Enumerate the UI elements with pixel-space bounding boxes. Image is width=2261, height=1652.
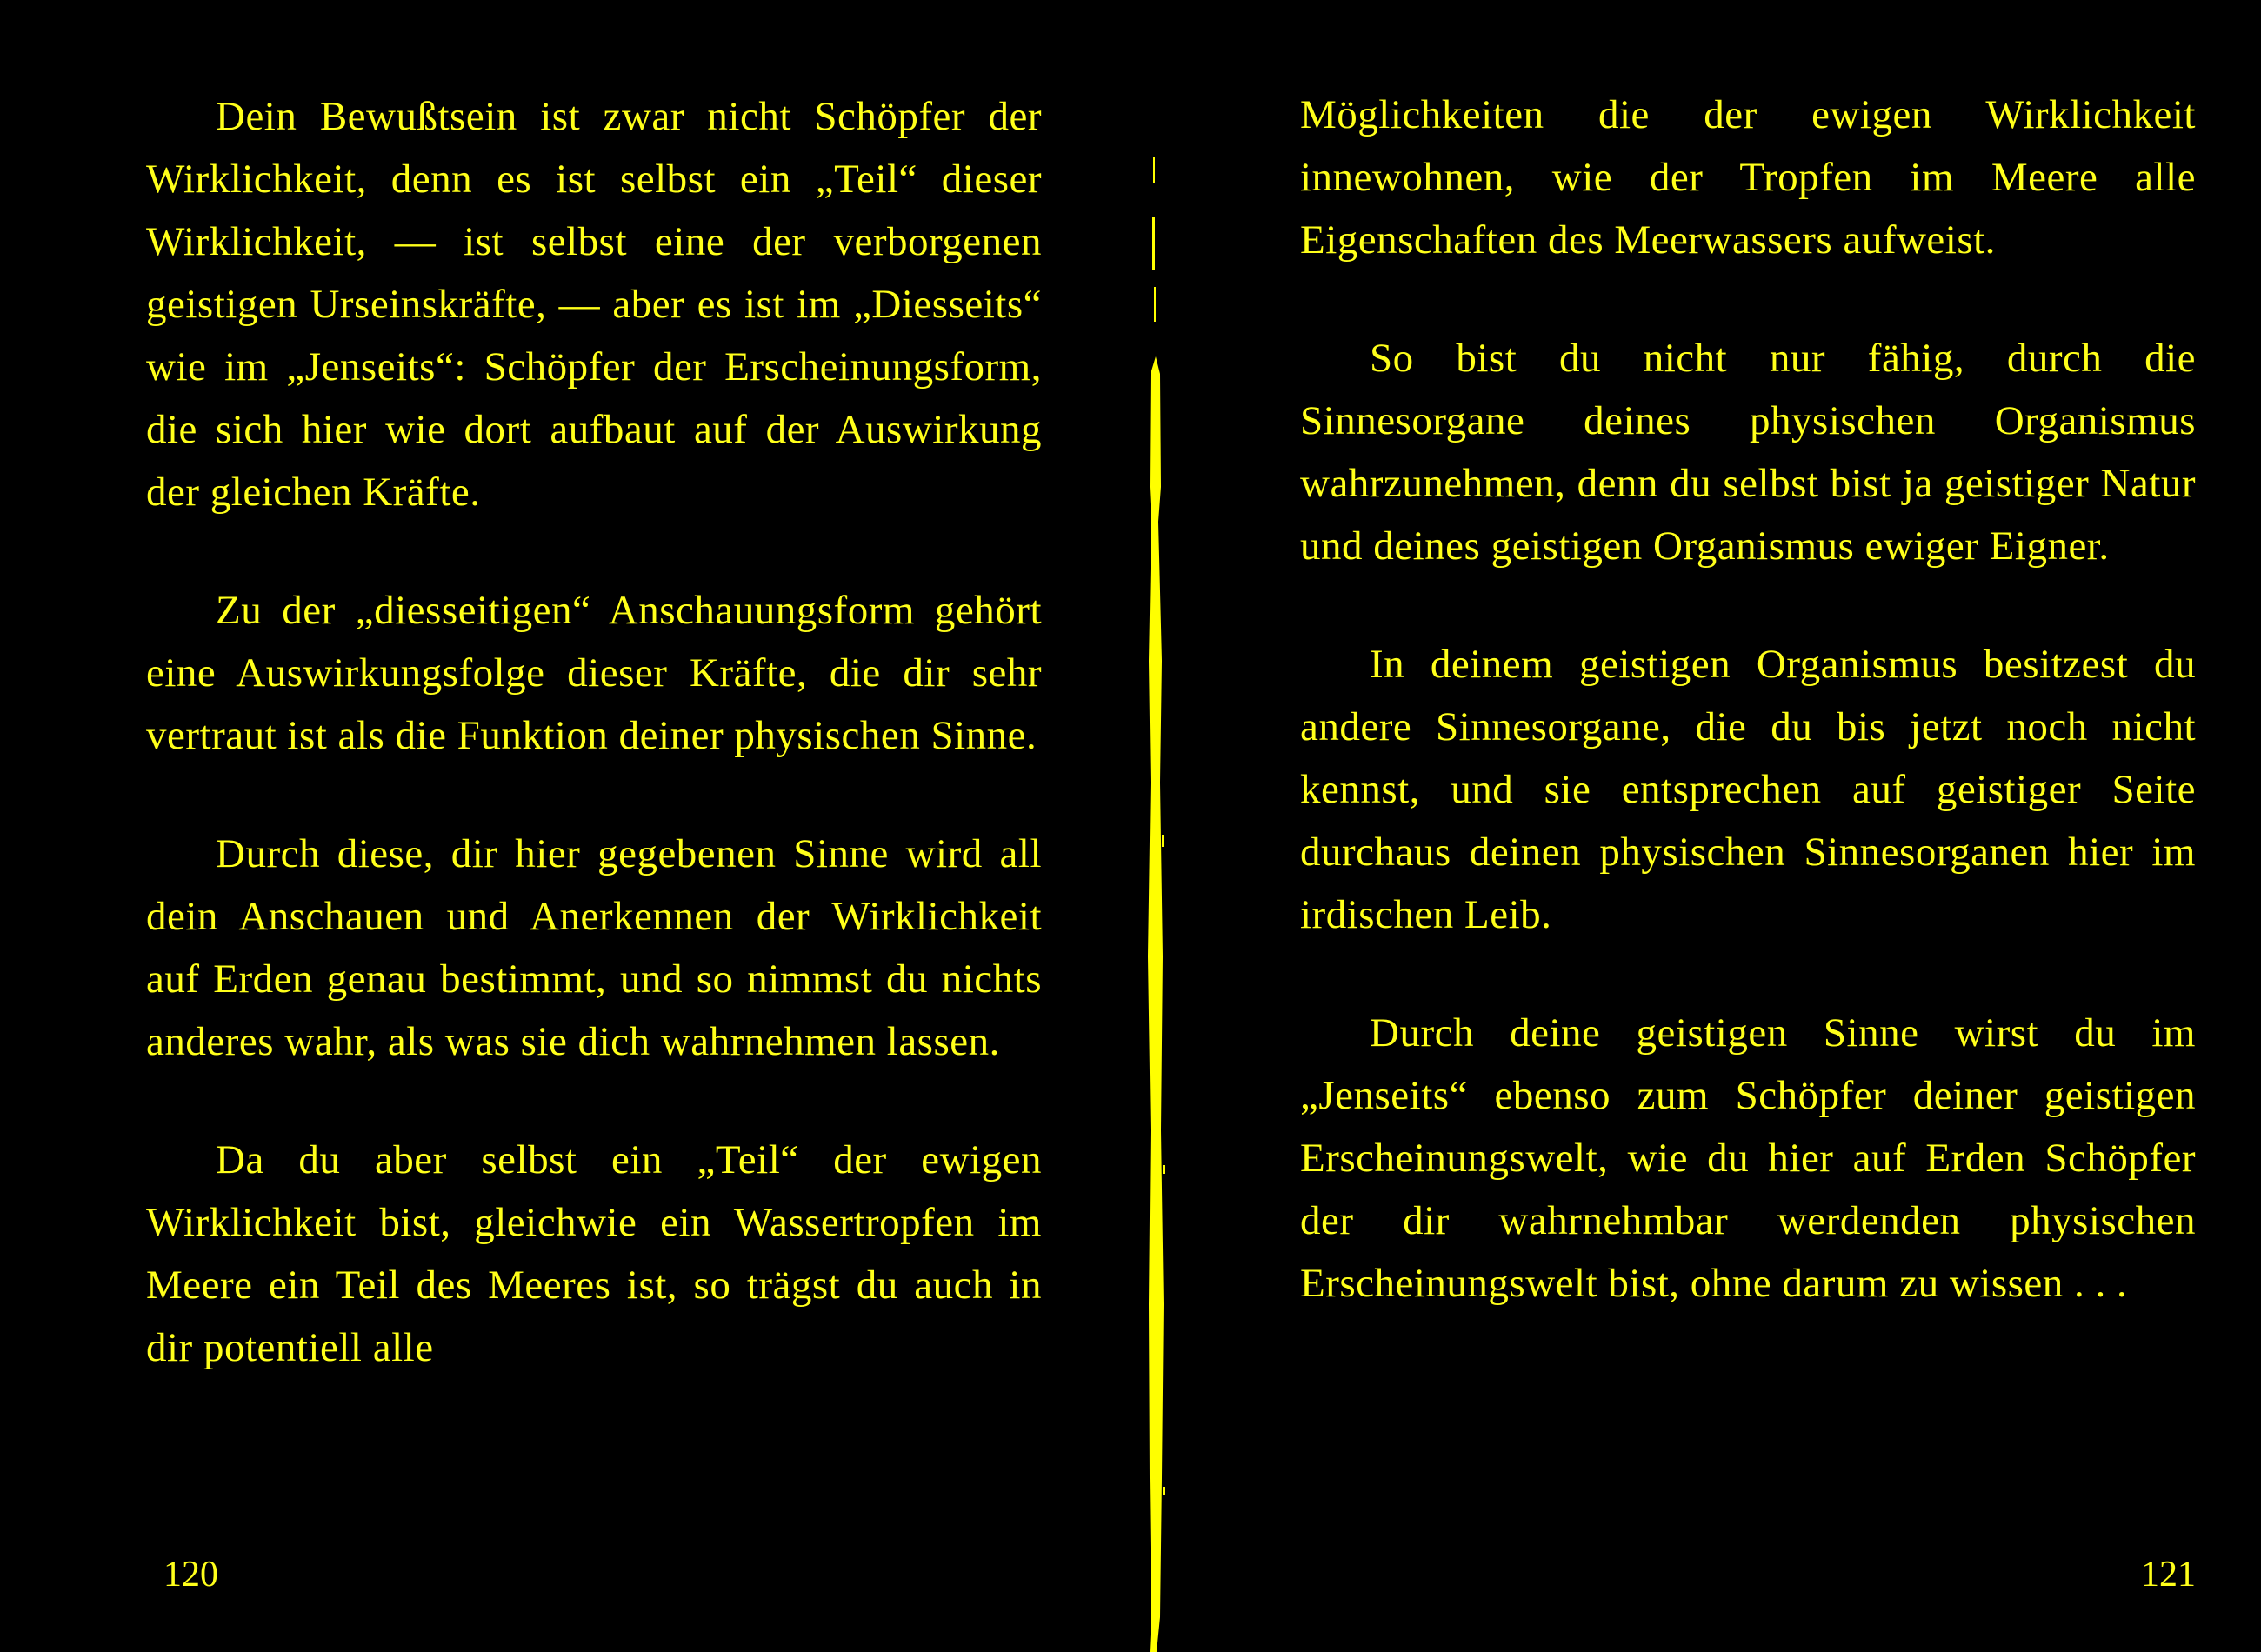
- left-page-number: 120: [163, 1555, 218, 1595]
- right-paragraph-2: So bist du nicht nur fähig, durch die Sinnesorgane deines physischen Organismus wahrzunehmen, denn du selbst bist ja geistiger Natur und deines geistigen Organismus ewiger Eigner.: [1300, 336, 2196, 569]
- left-paragraph-4: Da du aber selbst ein „Teil“ der ewigen Wirklichkeit bist, gleichwie ein Wassertropfen im Meere ein Teil des Meeres ist, so trägst du auch in dir potentiell alle: [146, 1137, 1042, 1370]
- right-page: [1157, 0, 2261, 1652]
- left-page-text: [146, 85, 1042, 1379]
- left-page: [0, 0, 1130, 1652]
- left-paragraph-3: Durch diese, dir hier gegebenen Sinne wird all dein Anschauen und Anerkennen der Wirklichkeit auf Erden genau bestimmt, und so nimmst du nichts anderes wahr, als was sie dich wahrnehmen lassen.: [146, 831, 1042, 1064]
- left-paragraph-2: Zu der „diesseitigen“ Anschauungsform gehört eine Auswirkungsfolge dieser Kräfte, die dir sehr vertraut ist als die Funktion deiner physischen Sinne.: [146, 588, 1042, 758]
- right-paragraph-1: Möglichkeiten die der ewigen Wirklichkeit innewohnen, wie der Tropfen im Meere alle Eigenschaften des Meerwassers aufweist.: [1300, 92, 2196, 263]
- right-paragraph-4: Durch deine geistigen Sinne wirst du im „Jenseits“ ebenso zum Schöpfer deiner geistigen Erscheinungswelt, wie du hier auf Erden Schöpfer der dir wahrnehmbar werdenden physischen Erscheinungswelt bist, ohne darum zu wissen . . .: [1300, 1010, 2196, 1306]
- right-page-number: 121: [2141, 1555, 2196, 1595]
- left-paragraph-1: Dein Bewußtsein ist zwar nicht Schöpfer der Wirklichkeit, denn es ist selbst ein „Teil“ dieser Wirklichkeit, — ist selbst eine der verborgenen geistigen Urseinskräfte, — aber es ist im „Diesseits“ wie im „Jenseits“: Schöpfer der Erscheinungsform, die sich hier wie dort aufbaut auf der Auswirkung der gleichen Kräfte.: [146, 94, 1042, 515]
- right-paragraph-3: In deinem geistigen Organismus besitzest du andere Sinnesorgane, die du bis jetzt noch nicht kennst, und sie entsprechen auf geistiger Seite durchaus deinen physischen Sinnesorganen hier im irdischen Leib.: [1300, 642, 2196, 937]
- right-page-text: [1300, 83, 2196, 1315]
